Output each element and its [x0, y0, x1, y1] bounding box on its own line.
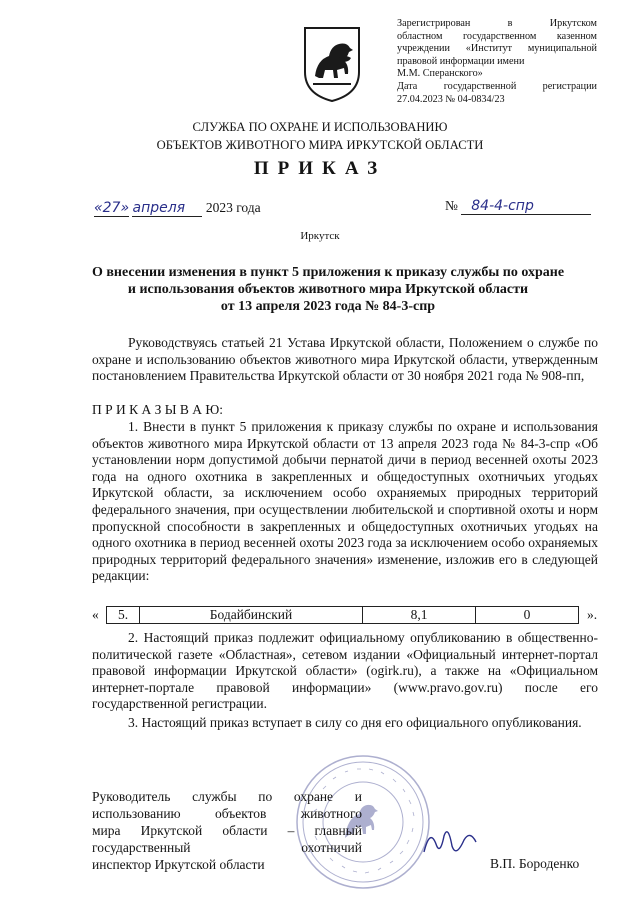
handwritten-signature-icon [420, 822, 480, 862]
close-quote: ». [587, 607, 598, 622]
signature-line: мира Иркутской области – главный [92, 823, 362, 838]
order-number [445, 198, 591, 215]
coat-of-arms-icon [301, 24, 363, 104]
preamble-paragraph: Руководствуясь статьей 21 Устава Иркутской области, Положением о службе по охране и использованию объектов животного мира Иркутской области, утвержденным постановлением Правительства Иркутской области от 30 ноября 2021 года № 908-пп, [92, 335, 598, 384]
date-year: 2023 года [205, 200, 261, 215]
open-quote: « [92, 607, 99, 622]
signature-title [92, 788, 362, 873]
decree-word: П Р И К А З Ы В А Ю: [92, 402, 224, 417]
registration-line: Дата государственной регистрации [397, 80, 597, 92]
registration-line: правовой информации имени [397, 55, 525, 67]
table-cells [106, 606, 579, 624]
registration-line: М.М. Сперанского» [397, 68, 483, 80]
number-prefix: № [445, 198, 458, 213]
organization-name-line: СЛУЖБА ПО ОХРАНЕ И ИСПОЛЬЗОВАНИЮ [192, 120, 448, 134]
registration-line: 27.04.2023 № 04-0834/23 [397, 93, 505, 105]
signature-line: государственный охотничий [92, 840, 362, 855]
item-3-paragraph: 3. Настоящий приказ вступает в силу со дня его официального опубликования. [128, 715, 582, 730]
signature-line: Руководитель службы по охране и [92, 789, 362, 804]
amendment-table-row [92, 606, 602, 624]
heading-line: и использования объектов животного мира Иркутской области [127, 282, 529, 297]
registration-line: учреждении «Институт муниципальной [397, 43, 597, 55]
signer-name: В.П. Бороденко [490, 856, 580, 871]
date-day: «27» [94, 200, 130, 216]
table-cell-district: Бодайбинский [140, 607, 363, 623]
order-title: ПРИКАЗ [253, 158, 387, 179]
document-heading [60, 264, 596, 315]
registration-line: Зарегистрирован в Иркутском [397, 18, 597, 29]
date-month: апреля [132, 200, 202, 217]
heading-line: О внесении изменения в пункт 5 приложения к приказу службы по охране [91, 265, 565, 280]
table-cell-number: 5. [107, 607, 140, 623]
organization-name-line: ОБЪЕКТОВ ЖИВОТНОГО МИРА ИРКУТСКОЙ ОБЛАСТИ [156, 138, 484, 152]
heading-line: от 13 апреля 2023 года № 84-3-спр [220, 299, 436, 314]
item-1-paragraph: 1. Внести в пункт 5 приложения к приказу службы по охране и использования объектов животного мира Иркутской области от 13 апреля 2023 года № 84-3-спр «Об установлении норм допустимой добычи пернатой дичи в период весенней охоты 2023 года на одного охотника в закрепленных и общедоступных охотничьих угодьях Иркутской области, за исключением особо охраняемых природных территорий федерального значения, при осуществлении любительской и спортивной охоты и норм пропускной способности в закрепленных и общедоступных охотничьих угодьях на одного охотника в период весенней охоты 2023 года за исключением особо охраняемых природных территорий федерального значения» изменение, изложив его в следующей редакции: [92, 419, 598, 584]
item-2-paragraph: 2. Настоящий приказ подлежит официальному опубликованию в общественно-политической газете «Областная», сетевом издании «Официальный интернет-портал правовой информации Иркутской области» (ogirk.ru), а также на «Официальном интернет-портале правовой информации» (www.pravo.gov.ru) после его государственной регистрации. [92, 630, 598, 712]
registration-line: областном государственном казенном [397, 30, 597, 42]
signature-line: использованию объектов животного [92, 806, 362, 821]
number-value: 84-4-спр [461, 198, 591, 215]
order-date [94, 200, 261, 217]
signature-line: инспектор Иркутской области [92, 857, 265, 872]
registration-stamp [397, 18, 597, 106]
city: Иркутск [300, 230, 340, 242]
table-cell-value-2: 0 [523, 607, 531, 622]
table-cell-value-1: 8,1 [363, 607, 476, 623]
